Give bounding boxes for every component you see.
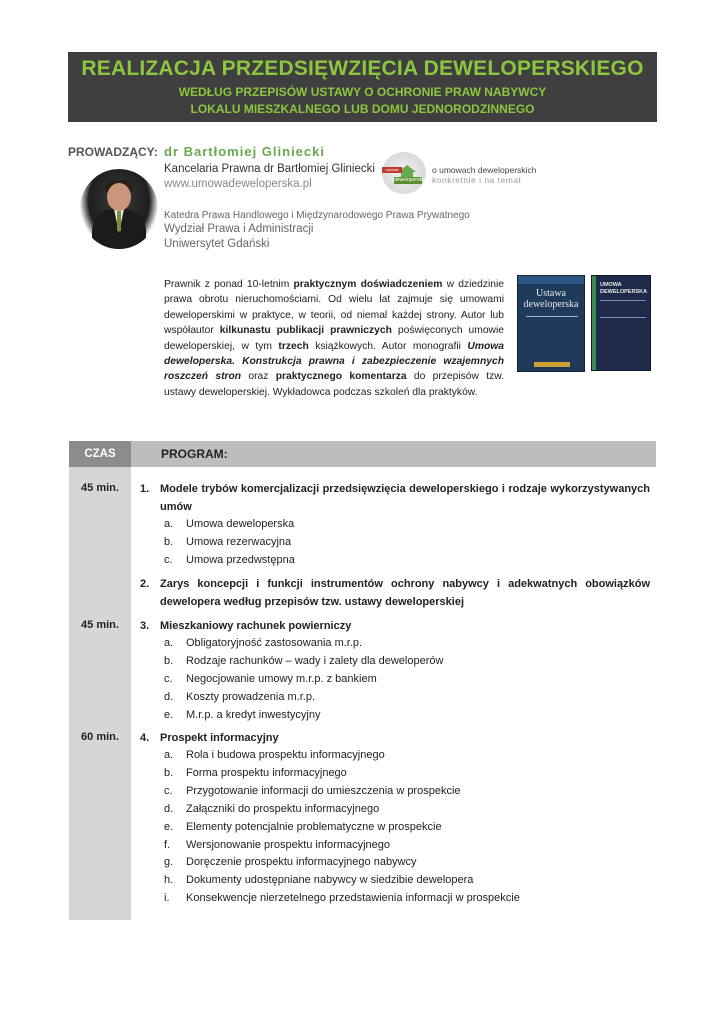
section-number: 3. (140, 620, 150, 632)
page-subtitle-line1: WEDŁUG PRZEPISÓW USTAWY O OCHRONIE PRAW NABYWCY (178, 85, 547, 99)
lecturer-label: PROWADZĄCY: (68, 145, 158, 159)
list-item: c. Umowa przedwstępna (164, 553, 295, 566)
logo-tagline-2: konkretnie i na temat (432, 175, 522, 185)
faculty: Wydział Prawa i Administracji (164, 223, 314, 235)
list-item: d. Załączniki do prospektu informacyjnego (164, 802, 380, 815)
department: Katedra Prawa Handlowego i Międzynarodowego Prawa Prywatnego (164, 210, 470, 221)
list-item: b. Forma prospektu informacyjnego (164, 766, 347, 779)
logo-tagline: o umowach deweloperskich (432, 165, 537, 175)
program-table-header (69, 441, 656, 467)
book-cover-umowa-deweloperska: UMOWA DEWELOPERSKA (591, 275, 651, 371)
list-item: d. Koszty prowadzenia m.r.p. (164, 690, 316, 703)
list-item: i. Konsekwencje nierzetelnego przedstawienia informacji w prospekcie (164, 892, 520, 905)
time-column (69, 467, 131, 920)
page-subtitle-line2: LOKALU MIESZKALNEGO LUB DOMU JEDNORODZINNEGO (190, 102, 535, 116)
program-section-4 (140, 729, 650, 908)
section-title: Modele trybów komercjalizacji przedsięwzięcia deweloperskiego i rodzaje wykorzystywanych umów (160, 483, 650, 513)
program-section-3 (140, 617, 650, 725)
list-item: c. Przygotowanie informacji do umieszczenia w prospekcie (164, 784, 461, 797)
list-item: b. Rodzaje rachunków – wady i zalety dla deweloperów (164, 654, 444, 667)
list-item: e. Elementy potencjalnie problematyczne w prospekcie (164, 820, 442, 833)
page-title: REALIZACJA PRZEDSIĘWZIĘCIA DEWELOPERSKIEGO (81, 57, 644, 80)
header-banner (68, 52, 657, 122)
program-section-1 (140, 480, 650, 570)
logo-tag-bottom: deweloperska (394, 177, 425, 183)
section-number: 1. (140, 483, 150, 495)
university: Uniwersytet Gdański (164, 238, 270, 250)
section-title: Mieszkaniowy rachunek powierniczy (160, 620, 352, 632)
law-firm-name: Kancelaria Prawna dr Bartłomiej Gliniecki (164, 163, 375, 175)
lecturer-bio: Prawnik z ponad 10-letnim praktycznym doświadczeniem w dziedzinie prawa obrotu nieruchomościami. Od wielu lat zajmuje się umowami deweloperskimi w praktyce, w teorii, od niemal każdej strony. Autor lub współautor kilkunastu publikacji prawniczych poświęconych umowie deweloperskiej, w tym trzech książkowych. Autor monografii Umowa deweloperska. Konstrukcja prawna i zabezpieczenie wzajemnych roszczeń stron oraz praktycznego komentarza do przepisów tzw. ustawy deweloperskiej. Wykładowca podczas szkoleń dla praktyków. (164, 279, 505, 398)
list-item: a. Umowa deweloperska (164, 518, 295, 530)
column-header-program: PROGRAM: (161, 447, 228, 461)
website-link[interactable]: www.umowadeweloperska.pl (164, 178, 312, 190)
list-item: h. Dokumenty udostępniane nabywcy w siedzibie dewelopera (164, 874, 474, 887)
column-header-time: CZAS (69, 441, 131, 467)
section-title: Zarys koncepcji i funkcji instrumentów ochrony nabywcy i adekwatnych obowiązków dewelopera według przepisów tzw. ustawy deweloperskiej (160, 578, 650, 608)
section-title: Prospekt informacyjny (160, 732, 279, 744)
list-item: e. M.r.p. a kredyt inwestycyjny (164, 708, 321, 721)
section-time: 45 min. (81, 619, 119, 631)
section-number: 4. (140, 732, 150, 744)
lecturer-photo (80, 169, 158, 249)
list-item: a. Rola i budowa prospektu informacyjnego (164, 749, 385, 761)
section-time: 45 min. (81, 482, 119, 494)
program-section-2 (140, 575, 650, 611)
section-number: 2. (140, 578, 150, 590)
book-cover-ustawa-deweloperska: Ustawa deweloperska (517, 275, 585, 372)
list-item: f. Wersjonowanie prospektu informacyjnego (164, 838, 391, 851)
list-item: b. Umowa rezerwacyjna (164, 535, 292, 548)
lecturer-name: dr Bartłomiej Gliniecki (164, 144, 325, 159)
logo-tag-top: umowa (382, 167, 402, 173)
list-item: c. Negocjowanie umowy m.r.p. z bankiem (164, 672, 377, 685)
section-time: 60 min. (81, 731, 119, 743)
list-item: a. Obligatoryjność zastosowania m.r.p. (164, 637, 363, 649)
list-item: g. Doręczenie prospektu informacyjnego nabywcy (164, 856, 417, 869)
